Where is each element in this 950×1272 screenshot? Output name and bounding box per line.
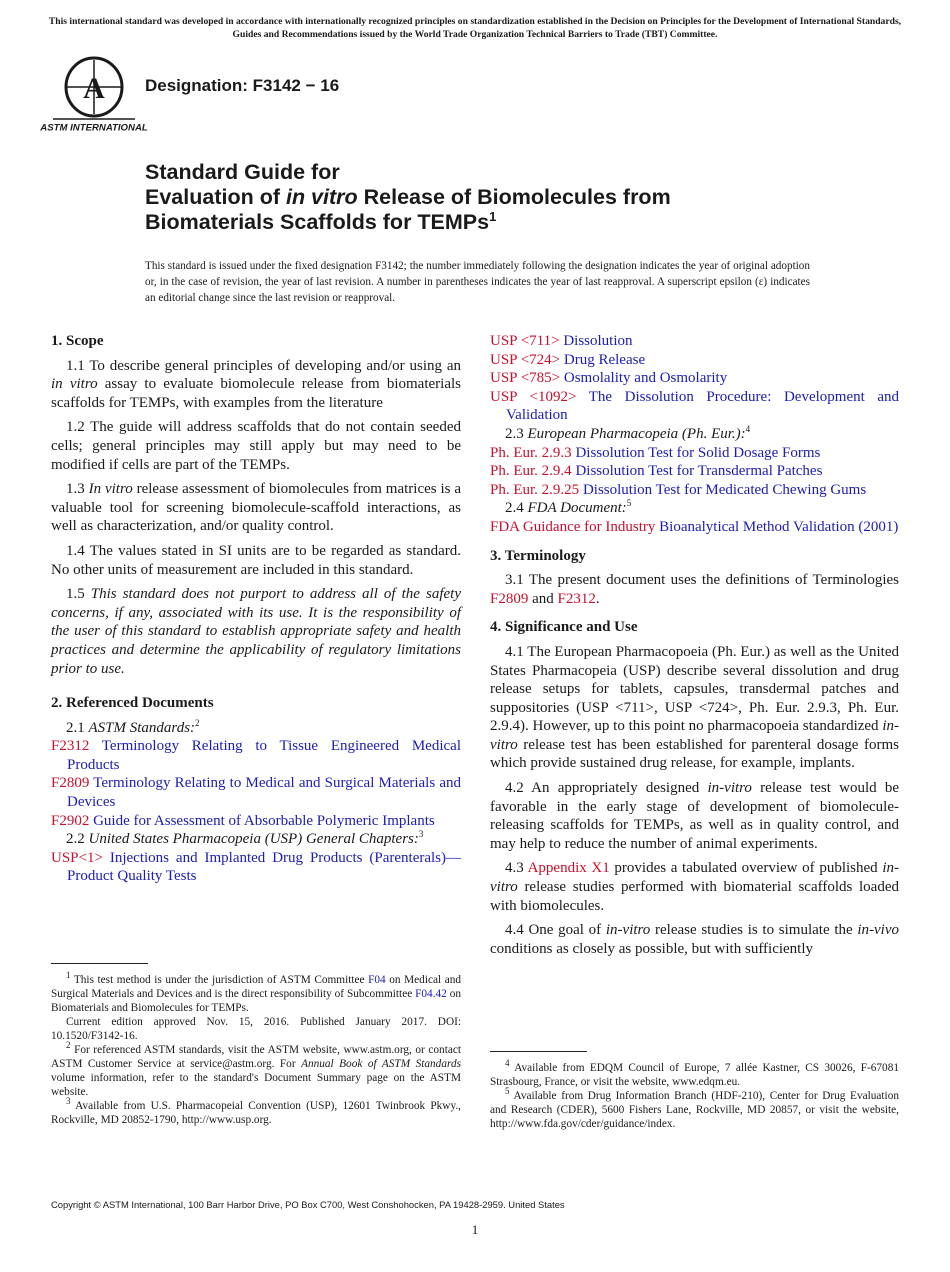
ph-eur-label: 2.3 European Pharmacopeia (Ph. Eur.):$^4$ <box>505 423 751 442</box>
page-number: 1 <box>471 1222 479 1237</box>
section-heading-referenced-documents: 2. Referenced Documents <box>51 695 214 712</box>
ref-usp-1[interactable]: USP<1> Injections and Implanted Drug Products (Parenterals)—Product Quality Tests <box>51 849 462 885</box>
ref-usp-724[interactable]: USP <724> Drug Release <box>490 351 646 368</box>
tbt-notice: This international standard was developed in accordance with internationally recognized principles on standardization established in the Decision on Principles for the Development of International Standards, Guides and Recommendations issued by the World Trade Organization Technical Barriers to Trade (TBT) Committee. <box>48 16 902 40</box>
svg-text:A: A <box>83 72 105 105</box>
link-f2312[interactable]: F2312 <box>557 590 596 607</box>
ref-ph-eur-2-9-4[interactable]: Ph. Eur. 2.9.4 Dissolution Test for Transdermal Patches <box>490 463 823 480</box>
footnote-4: $^4$ Available from EDQM Council of Europe, 7 allée Kastner, CS 30026, F-67081 Strasbourg, France, or visit the website, www.edqm.eu. <box>490 1058 900 1088</box>
footnote-divider-left <box>51 963 148 964</box>
paragraph-1-5: 1.5 This standard does not purport to address all of the safety concerns, if any, associated with its use. It is the responsibility of the user of this standard to establish appropriate safety and health practices and determine the applicability of regulatory limitations prior to use. <box>51 586 461 677</box>
footnote-1-edition: Current edition approved Nov. 15, 2016. Published January 2017. DOI: 10.1520/F3142-16. <box>51 1016 461 1042</box>
ref-astm-f2902[interactable]: F2902 Guide for Assessment of Absorbable Polymeric Implants <box>51 812 435 829</box>
section-heading-significance: 4. Significance and Use <box>490 619 638 636</box>
ref-astm-f2809[interactable]: F2809 Terminology Relating to Medical and Surgical Materials and Devices <box>51 775 461 811</box>
footnote-2: $^2$ For referenced ASTM standards, visit the ASTM website, www.astm.org, or contact ASTM Customer Service at service@astm.org. For Annual Book of ASTM Standards volume information, refer to the standard's Document Summary page on the ASTM website. <box>51 1040 461 1098</box>
paragraph-4-2: 4.2 An appropriately designed in-vitro release test would be favorable in the early stage of development of biomolecule-releasing scaffolds for TEMPs, as well as in quality control, and may help to reduce the number of animal experiments. <box>490 780 900 852</box>
fda-document-label: 2.4 FDA Document:$^5$ <box>505 498 632 517</box>
link-appendix-x1[interactable]: Appendix X1 <box>527 860 610 877</box>
footnote-1: $^1$ This test method is under the jurisdiction of ASTM Committee F04 on Medical and Surgical Materials and Devices and is the direct responsibility of Subcommittee F04.42 on Biomaterials and Biomolecules for TEMPs. <box>51 970 462 1014</box>
left-column <box>51 332 461 886</box>
issued-note: This standard is issued under the fixed designation F3142; the number immediately following the designation indicates the year of original adoption or, in the case of revision, the year of last revision. A number in parentheses indicates the year of last reapproval. A superscript epsilon (ε) indicates an editorial change since the last revision or reapproval. <box>145 260 810 304</box>
paragraph-4-1: 4.1 The European Pharmacopoeia (Ph. Eur.) as well as the United States Pharmacopeia (USP) describe several dissolution and drug release setups for tablets, capsules, transdermal patches and suppositories (USP <711>, USP <724>, Ph. Eur. 2.9.3, Ph. Eur. 2.9.4). However, up to this point no pharmacopoeia standardized in-vitro release test has been established for parenteral dosage forms which provide sustained drug release, for example, implants. <box>490 643 899 772</box>
title-footnote-mark: 1 <box>489 208 497 224</box>
title-line-1: Standard Guide for <box>145 160 340 184</box>
footnote-5: $^5$ Available from Drug Information Branch (HDF-210), Center for Drug Evaluation and Research (CDER), 5600 Fishers Lane, Rockville, MD 20857, or visit the website, http://www.fda.gov/cder/guidance/index. <box>490 1086 899 1130</box>
logo-text: ASTM INTERNATIONAL <box>40 122 148 134</box>
copyright-line: Copyright © ASTM International, 100 Barr Harbor Drive, PO Box C700, West Conshohocken, PA 19428-2959. United States <box>51 1199 565 1210</box>
link-f2809[interactable]: F2809 <box>490 590 529 607</box>
footnotes-right <box>490 1058 900 1131</box>
footnote-3: $^3$ Available from U.S. Pharmacopeial Convention (USP), 12601 Twinbrook Pkwy., Rockville, MD 20852-1790, http://www.usp.org. <box>51 1096 462 1126</box>
paragraph-4-4: 4.4 One goal of in-vitro release studies is to simulate the in-vivo conditions as closely as possible, but with sufficiently <box>490 922 899 957</box>
ref-usp-1092[interactable]: USP <1092> The Dissolution Procedure: Development and Validation <box>490 388 899 424</box>
usp-chapters-label: 2.2 United States Pharmacopeia (USP) General Chapters:$^3$ <box>66 829 424 848</box>
footnote-link-f04-42[interactable]: F04.42 <box>415 988 447 1000</box>
ref-usp-711[interactable]: USP <711> Dissolution <box>490 333 633 349</box>
paragraph-1-1: 1.1 To describe general principles of developing and/or using an in vitro assay to evaluate biomolecule release from biomaterials scaffolds for TEMPs, with examples from the literature <box>51 357 461 411</box>
astm-standards-label: 2.1 ASTM Standards:$^2$ <box>66 717 200 736</box>
paragraph-4-3: 4.3 Appendix X1 provides a tabulated overview of published in-vitro release studies performed with biomaterial scaffolds loaded with biomolecules. <box>490 860 899 914</box>
footnote-link-f04[interactable]: F04 <box>368 974 386 986</box>
footnotes-left <box>51 970 462 1127</box>
section-heading-terminology: 3. Terminology <box>490 547 586 564</box>
title-line-2: Evaluation of in vitro Release of Biomolecules from <box>145 185 671 209</box>
paragraph-3-1: 3.1 The present document uses the definitions of Terminologies F2809 and F2312. <box>490 572 899 607</box>
paragraph-1-4: 1.4 The values stated in SI units are to be regarded as standard. No other units of measurement are included in this standard. <box>51 542 461 578</box>
paragraph-1-2: 1.2 The guide will address scaffolds that do not contain seeded cells; general principles may still apply but may need to be modified if cells are part of the TEMPs. <box>51 419 461 473</box>
ref-fda-guidance[interactable]: FDA Guidance for Industry Bioanalytical Method Validation (2001) <box>490 518 899 535</box>
ref-ph-eur-2-9-25[interactable]: Ph. Eur. 2.9.25 Dissolution Test for Medicated Chewing Gums <box>490 481 867 498</box>
designation: Designation: F3142 − 16 <box>145 76 340 95</box>
footnote-divider-right <box>490 1051 587 1052</box>
ref-astm-f2312[interactable]: F2312 Terminology Relating to Tissue Engineered Medical Products <box>51 738 461 773</box>
document-title <box>145 160 845 235</box>
ref-usp-785[interactable]: USP <785> Osmolality and Osmolarity <box>490 370 728 387</box>
title-line-3: Biomaterials Scaffolds for TEMPs$^1$ <box>145 208 497 234</box>
paragraph-1-3: 1.3 In vitro release assessment of biomolecules from matrices is a valuable tool for screening biomolecule-scaffold interactions, as well as characterization, and/or quality control. <box>51 481 461 535</box>
right-column <box>490 332 899 964</box>
section-heading-scope: 1. Scope <box>51 333 104 349</box>
ref-ph-eur-2-9-3[interactable]: Ph. Eur. 2.9.3 Dissolution Test for Solid Dosage Forms <box>490 444 821 461</box>
astm-logo <box>40 56 148 134</box>
